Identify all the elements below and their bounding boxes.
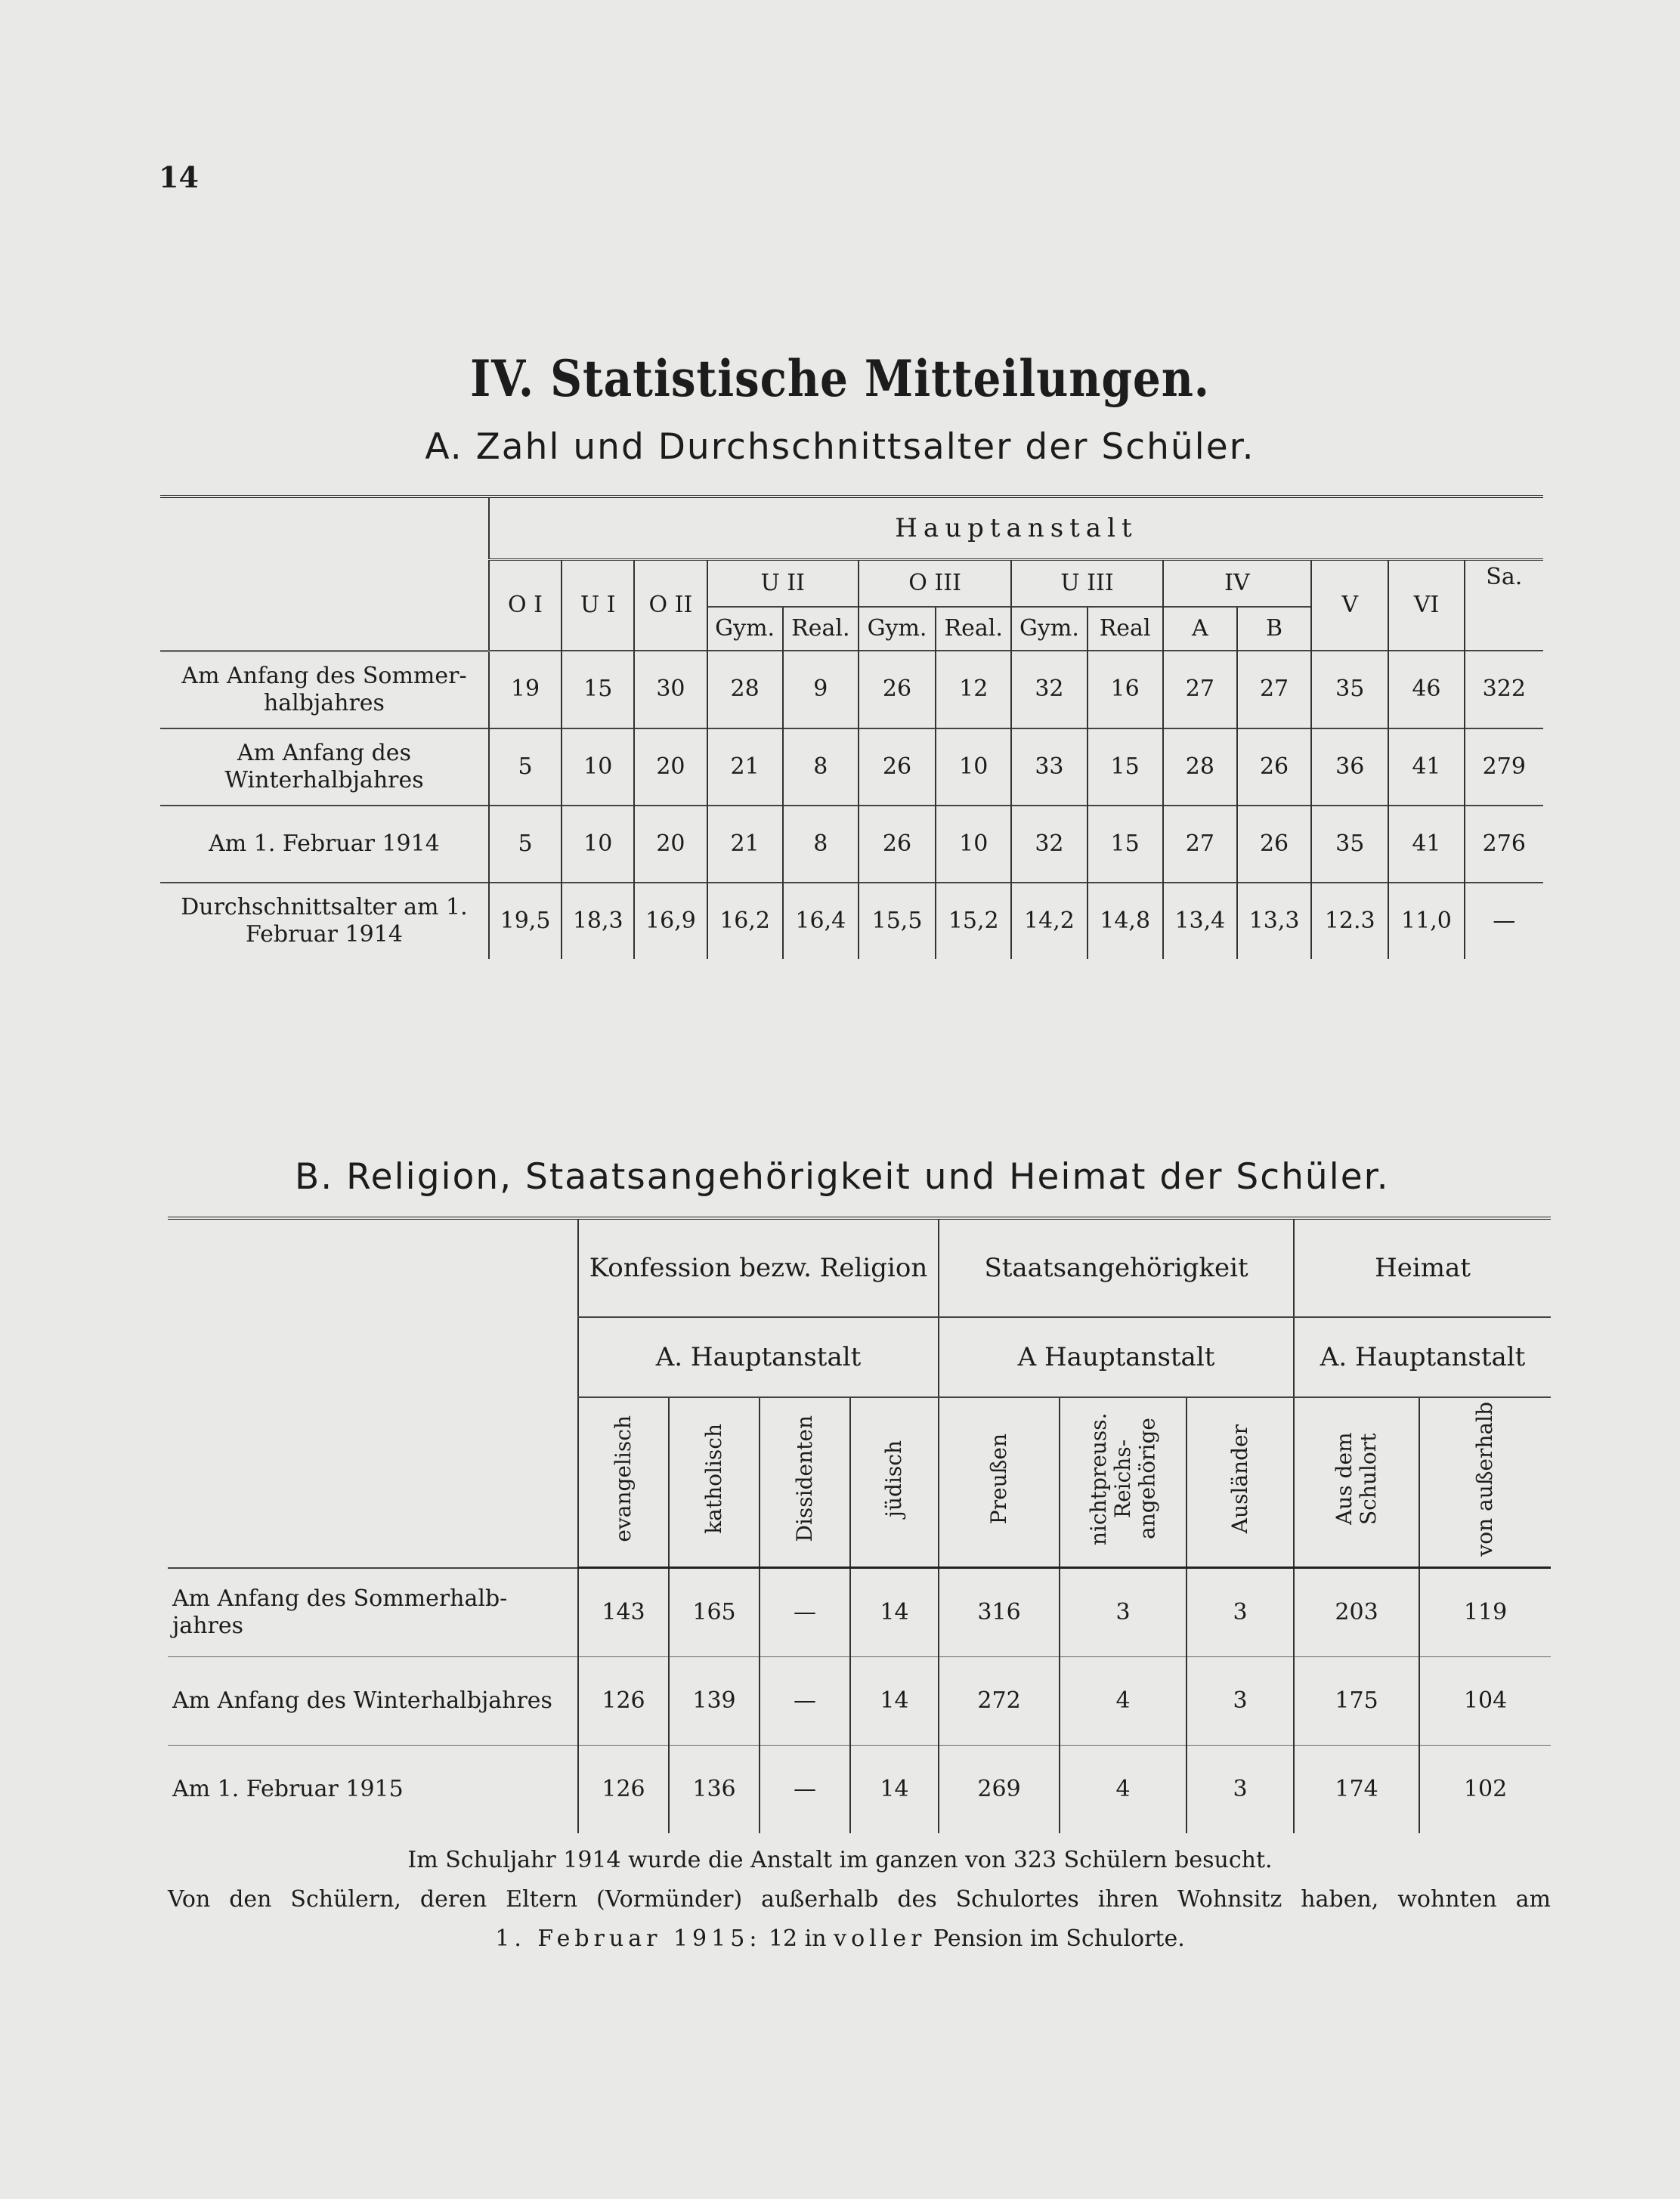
col-header-iv-a: A <box>1163 607 1237 651</box>
table-cell: 136 <box>669 1746 760 1834</box>
table-cell: 10 <box>562 728 634 806</box>
table-cell: 21 <box>707 806 783 883</box>
table-cell: 20 <box>634 728 707 806</box>
table-cell: 11,0 <box>1388 883 1464 959</box>
table-cell: 279 <box>1465 728 1543 806</box>
table-cell: 26 <box>859 728 936 806</box>
table-cell: 13,3 <box>1237 883 1311 959</box>
table-cell: 5 <box>489 728 562 806</box>
table-cell: — <box>760 1657 850 1746</box>
subgroup-staat-hauptanstalt: A Hauptanstalt <box>939 1317 1294 1397</box>
table-cell: 126 <box>578 1746 669 1834</box>
table-cell: 126 <box>578 1657 669 1746</box>
page-title: IV. Statistische Mitteilungen. <box>470 349 1210 408</box>
table-cell: 102 <box>1419 1746 1551 1834</box>
table-cell: 269 <box>939 1746 1060 1834</box>
col-header-sa: Sa. <box>1465 560 1543 651</box>
table-cell: 35 <box>1311 806 1388 883</box>
note-total-students: Im Schuljahr 1914 wurde die Anstalt im ganzen von 323 Schülern besucht. <box>407 1847 1273 1873</box>
col-header-uii-gym: Gym. <box>707 607 783 651</box>
table-cell: 139 <box>669 1657 760 1746</box>
table-religion-citizenship <box>168 1217 1551 1833</box>
table-cell: 174 <box>1294 1746 1419 1834</box>
table-cell: — <box>760 1746 850 1834</box>
table-cell: 21 <box>707 728 783 806</box>
col-header-dissidenten: Dissidenten <box>791 1415 817 1542</box>
table-cell: 26 <box>1237 806 1311 883</box>
table-cell: 12 <box>936 651 1011 728</box>
row-label: Am Anfang des Winterhalbjahres <box>168 1657 578 1746</box>
table-cell: 27 <box>1163 651 1237 728</box>
table-cell: 36 <box>1311 728 1388 806</box>
table-cell: 28 <box>707 651 783 728</box>
table-cell: 41 <box>1388 728 1464 806</box>
table-cell: 5 <box>489 806 562 883</box>
table-cell: 18,3 <box>562 883 634 959</box>
table-row <box>160 806 1543 883</box>
note-boarding-line1: Von den Schülern, deren Eltern (Vormünder) außerhalb des Schulortes ihren Wohnsitz haben, wohnten am <box>168 1886 1551 1913</box>
note-voller: voller <box>834 1925 927 1952</box>
table-cell: 15 <box>1088 728 1163 806</box>
table-cell: 20 <box>634 806 707 883</box>
table-cell: 272 <box>939 1657 1060 1746</box>
table-cell: 4 <box>1060 1657 1187 1746</box>
table-cell: 322 <box>1465 651 1543 728</box>
column-group-staatsangehoerigkeit: Staatsangehörigkeit <box>939 1218 1294 1317</box>
column-group-konfession: Konfession bezw. Religion <box>578 1218 939 1317</box>
table-row <box>168 1568 1551 1657</box>
table-cell: 28 <box>1163 728 1237 806</box>
col-header-evangelisch: evangelisch <box>610 1415 636 1542</box>
section-b-title: B. Religion, Staatsangehörigkeit und Heimat der Schüler. <box>295 1156 1390 1198</box>
table-cell: 3 <box>1187 1657 1294 1746</box>
col-header-uiii-gym: Gym. <box>1011 607 1087 651</box>
table-cell: 19 <box>489 651 562 728</box>
table-cell: 119 <box>1419 1568 1551 1657</box>
table-row <box>168 1657 1551 1746</box>
row-label: Am 1. Februar 1915 <box>168 1746 578 1834</box>
table-cell: 19,5 <box>489 883 562 959</box>
col-header-v: V <box>1311 560 1388 651</box>
note-date: 1. Februar 1915: <box>495 1925 762 1952</box>
col-header-von-ausserhalb: von außerhalb <box>1472 1401 1498 1557</box>
table-row <box>160 728 1543 806</box>
table-a-corner <box>160 496 489 651</box>
table-cell: 276 <box>1465 806 1543 883</box>
col-header-iv: IV <box>1163 560 1311 608</box>
table-cell: 3 <box>1187 1746 1294 1834</box>
column-group-hauptanstalt: Hauptanstalt <box>489 496 1543 560</box>
table-cell: 3 <box>1060 1568 1187 1657</box>
col-header-preussen: Preußen <box>985 1433 1011 1525</box>
table-cell: 26 <box>859 651 936 728</box>
subgroup-konfession-hauptanstalt: A. Hauptanstalt <box>578 1317 939 1397</box>
table-cell: 13,4 <box>1163 883 1237 959</box>
table-cell: 35 <box>1311 651 1388 728</box>
table-cell: 15 <box>1088 806 1163 883</box>
table-cell: 27 <box>1163 806 1237 883</box>
table-cell: 16 <box>1088 651 1163 728</box>
table-cell: 16,4 <box>783 883 859 959</box>
table-cell: 16,9 <box>634 883 707 959</box>
table-cell: 203 <box>1294 1568 1419 1657</box>
table-row <box>160 651 1543 728</box>
subgroup-heimat-hauptanstalt: A. Hauptanstalt <box>1294 1317 1551 1397</box>
table-cell: 14 <box>850 1746 939 1834</box>
col-header-oii: O II <box>634 560 707 651</box>
table-cell: 14,2 <box>1011 883 1087 959</box>
table-cell: 15,2 <box>936 883 1011 959</box>
table-cell: — <box>760 1568 850 1657</box>
table-cell: 14 <box>850 1657 939 1746</box>
col-header-reichsangehoerige: nichtpreuss. Reichs-angehörige <box>1085 1412 1160 1545</box>
col-header-uii-real: Real. <box>783 607 859 651</box>
col-header-katholisch: katholisch <box>701 1424 726 1534</box>
table-cell: 26 <box>859 806 936 883</box>
col-header-oiii-real: Real. <box>936 607 1011 651</box>
col-header-vi: VI <box>1388 560 1464 651</box>
table-row <box>168 1746 1551 1834</box>
col-header-oiii-gym: Gym. <box>859 607 936 651</box>
table-cell: 32 <box>1011 651 1087 728</box>
row-label: Am Anfang des Winterhalbjahres <box>160 728 489 806</box>
table-cell: 165 <box>669 1568 760 1657</box>
table-cell: 8 <box>783 728 859 806</box>
table-cell: — <box>1465 883 1543 959</box>
table-cell: 32 <box>1011 806 1087 883</box>
col-header-uii: U II <box>707 560 859 608</box>
table-cell: 175 <box>1294 1657 1419 1746</box>
col-header-iv-b: B <box>1237 607 1311 651</box>
column-group-heimat: Heimat <box>1294 1218 1551 1317</box>
col-header-aus-dem-schulort: Aus dem Schulort <box>1331 1432 1381 1526</box>
table-cell: 9 <box>783 651 859 728</box>
row-label: Am 1. Februar 1914 <box>160 806 489 883</box>
col-header-ui: U I <box>562 560 634 651</box>
col-header-uiii-real: Real <box>1088 607 1163 651</box>
table-cell: 10 <box>562 806 634 883</box>
table-cell: 41 <box>1388 806 1464 883</box>
note-pension: Pension im Schulorte. <box>933 1925 1185 1952</box>
table-cell: 15,5 <box>859 883 936 959</box>
note-boarding-line2 <box>0 1925 1680 1952</box>
page-number: 14 <box>159 160 199 194</box>
table-cell: 4 <box>1060 1746 1187 1834</box>
table-row <box>160 883 1543 959</box>
table-cell: 12.3 <box>1311 883 1388 959</box>
col-header-oi: O I <box>489 560 562 651</box>
table-b-corner <box>168 1218 578 1568</box>
col-header-auslaender: Ausländer <box>1227 1424 1252 1534</box>
col-header-juedisch: jüdisch <box>881 1440 907 1517</box>
table-cell: 15 <box>562 651 634 728</box>
table-cell: 316 <box>939 1568 1060 1657</box>
table-cell: 30 <box>634 651 707 728</box>
table-cell: 16,2 <box>707 883 783 959</box>
note-count: 12 in <box>768 1925 827 1952</box>
table-cell: 8 <box>783 806 859 883</box>
col-header-oiii: O III <box>859 560 1011 608</box>
table-cell: 10 <box>936 806 1011 883</box>
row-label: Am Anfang des Sommer-halbjahres <box>160 651 489 728</box>
table-cell: 26 <box>1237 728 1311 806</box>
table-cell: 46 <box>1388 651 1464 728</box>
table-cell: 14 <box>850 1568 939 1657</box>
table-cell: 33 <box>1011 728 1087 806</box>
table-cell: 14,8 <box>1088 883 1163 959</box>
table-cell: 3 <box>1187 1568 1294 1657</box>
col-header-uiii: U III <box>1011 560 1162 608</box>
row-label: Am Anfang des Sommerhalb-jahres <box>168 1568 578 1657</box>
table-student-count <box>160 495 1543 959</box>
table-cell: 10 <box>936 728 1011 806</box>
table-cell: 104 <box>1419 1657 1551 1746</box>
row-label: Durchschnittsalter am 1. Februar 1914 <box>160 883 489 959</box>
section-a-title: A. Zahl und Durchschnittsalter der Schüler. <box>425 426 1255 468</box>
table-cell: 143 <box>578 1568 669 1657</box>
table-cell: 27 <box>1237 651 1311 728</box>
